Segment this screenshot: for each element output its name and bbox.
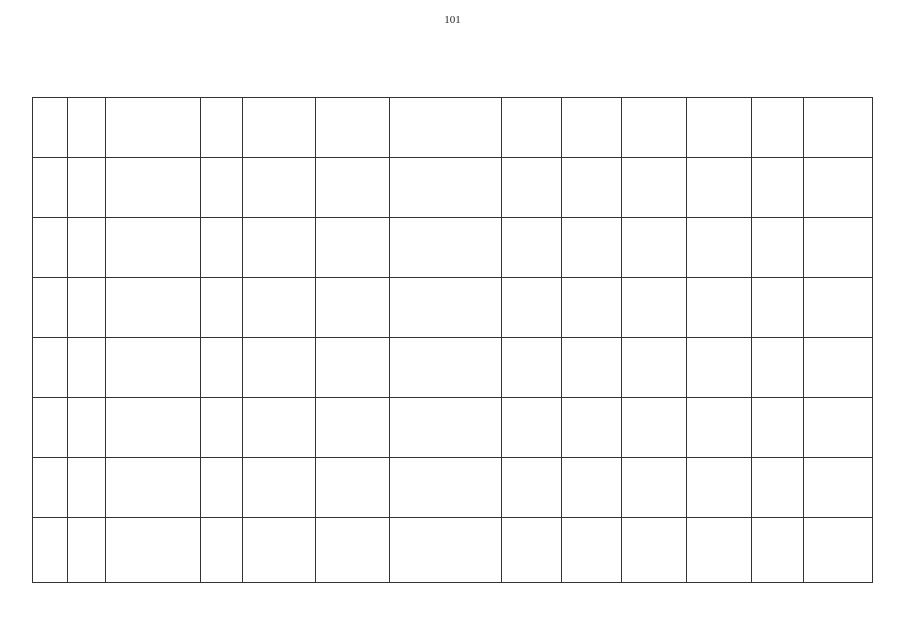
register-table (32, 97, 873, 583)
table-cell (243, 338, 316, 398)
table-row (33, 158, 873, 218)
table-cell (33, 338, 68, 398)
table-cell (502, 518, 562, 583)
table-cell (502, 218, 562, 278)
table-cell (562, 518, 622, 583)
table-cell (316, 158, 390, 218)
table-cell (752, 518, 804, 583)
table-cell (687, 158, 752, 218)
table-cell (201, 278, 243, 338)
table-cell (622, 158, 687, 218)
table-cell (804, 218, 873, 278)
table-cell (502, 338, 562, 398)
table-cell (68, 218, 106, 278)
table-cell (316, 218, 390, 278)
table-cell (316, 458, 390, 518)
table-cell (201, 518, 243, 583)
table-cell (33, 158, 68, 218)
table-cell (752, 158, 804, 218)
table-cell (201, 98, 243, 158)
table-cell (316, 338, 390, 398)
table-cell (106, 518, 201, 583)
table-cell (68, 458, 106, 518)
table-cell (68, 518, 106, 583)
table-cell (622, 218, 687, 278)
table-cell (752, 398, 804, 458)
table-cell (390, 278, 502, 338)
table-row (33, 98, 873, 158)
table-cell (562, 398, 622, 458)
table-cell (106, 398, 201, 458)
table-cell (502, 398, 562, 458)
table-cell (390, 458, 502, 518)
table-cell (804, 398, 873, 458)
table-cell (687, 398, 752, 458)
table-cell (243, 458, 316, 518)
table-cell (390, 518, 502, 583)
table-cell (804, 518, 873, 583)
table-cell (562, 218, 622, 278)
table-cell (243, 518, 316, 583)
table-cell (316, 398, 390, 458)
table-body (33, 98, 873, 583)
table-cell (106, 338, 201, 398)
table-cell (68, 278, 106, 338)
table-cell (243, 398, 316, 458)
table-cell (390, 338, 502, 398)
table-row (33, 398, 873, 458)
table-cell (68, 338, 106, 398)
table-cell (687, 278, 752, 338)
table-cell (106, 458, 201, 518)
table-cell (804, 158, 873, 218)
table-cell (201, 338, 243, 398)
table-row (33, 338, 873, 398)
table-cell (106, 98, 201, 158)
table-cell (562, 458, 622, 518)
table-cell (106, 158, 201, 218)
table-cell (68, 98, 106, 158)
table-cell (562, 98, 622, 158)
table-cell (201, 218, 243, 278)
table-row (33, 518, 873, 583)
table-cell (502, 98, 562, 158)
table-cell (804, 458, 873, 518)
table-cell (201, 158, 243, 218)
table-cell (687, 518, 752, 583)
table-cell (622, 278, 687, 338)
table-cell (106, 218, 201, 278)
table-cell (33, 278, 68, 338)
table-cell (390, 158, 502, 218)
table-cell (201, 398, 243, 458)
table-cell (106, 278, 201, 338)
table-cell (804, 98, 873, 158)
table-cell (68, 158, 106, 218)
table-cell (502, 158, 562, 218)
table-cell (687, 338, 752, 398)
table-cell (68, 398, 106, 458)
table-cell (243, 278, 316, 338)
table-cell (243, 158, 316, 218)
table-cell (390, 218, 502, 278)
table-cell (243, 98, 316, 158)
table-cell (752, 278, 804, 338)
table-cell (687, 458, 752, 518)
table-cell (316, 518, 390, 583)
table-cell (33, 98, 68, 158)
table-row (33, 278, 873, 338)
table-cell (390, 98, 502, 158)
table-cell (804, 278, 873, 338)
table-cell (502, 458, 562, 518)
table-cell (752, 218, 804, 278)
table-cell (390, 398, 502, 458)
table-cell (752, 98, 804, 158)
table-cell (33, 518, 68, 583)
table-cell (622, 98, 687, 158)
table-cell (687, 98, 752, 158)
table-cell (622, 458, 687, 518)
table-cell (502, 278, 562, 338)
table-cell (687, 218, 752, 278)
table-cell (752, 458, 804, 518)
table-cell (243, 218, 316, 278)
page-number: 101 (444, 14, 461, 26)
table-cell (201, 458, 243, 518)
table-cell (316, 278, 390, 338)
table-cell (316, 98, 390, 158)
table-row (33, 458, 873, 518)
table-cell (622, 518, 687, 583)
table-cell (562, 158, 622, 218)
table-cell (562, 338, 622, 398)
table-cell (33, 218, 68, 278)
table-row (33, 218, 873, 278)
table-cell (622, 398, 687, 458)
table-cell (622, 338, 687, 398)
table-cell (33, 458, 68, 518)
table-cell (33, 398, 68, 458)
table-cell (804, 338, 873, 398)
table-cell (562, 278, 622, 338)
table-cell (752, 338, 804, 398)
